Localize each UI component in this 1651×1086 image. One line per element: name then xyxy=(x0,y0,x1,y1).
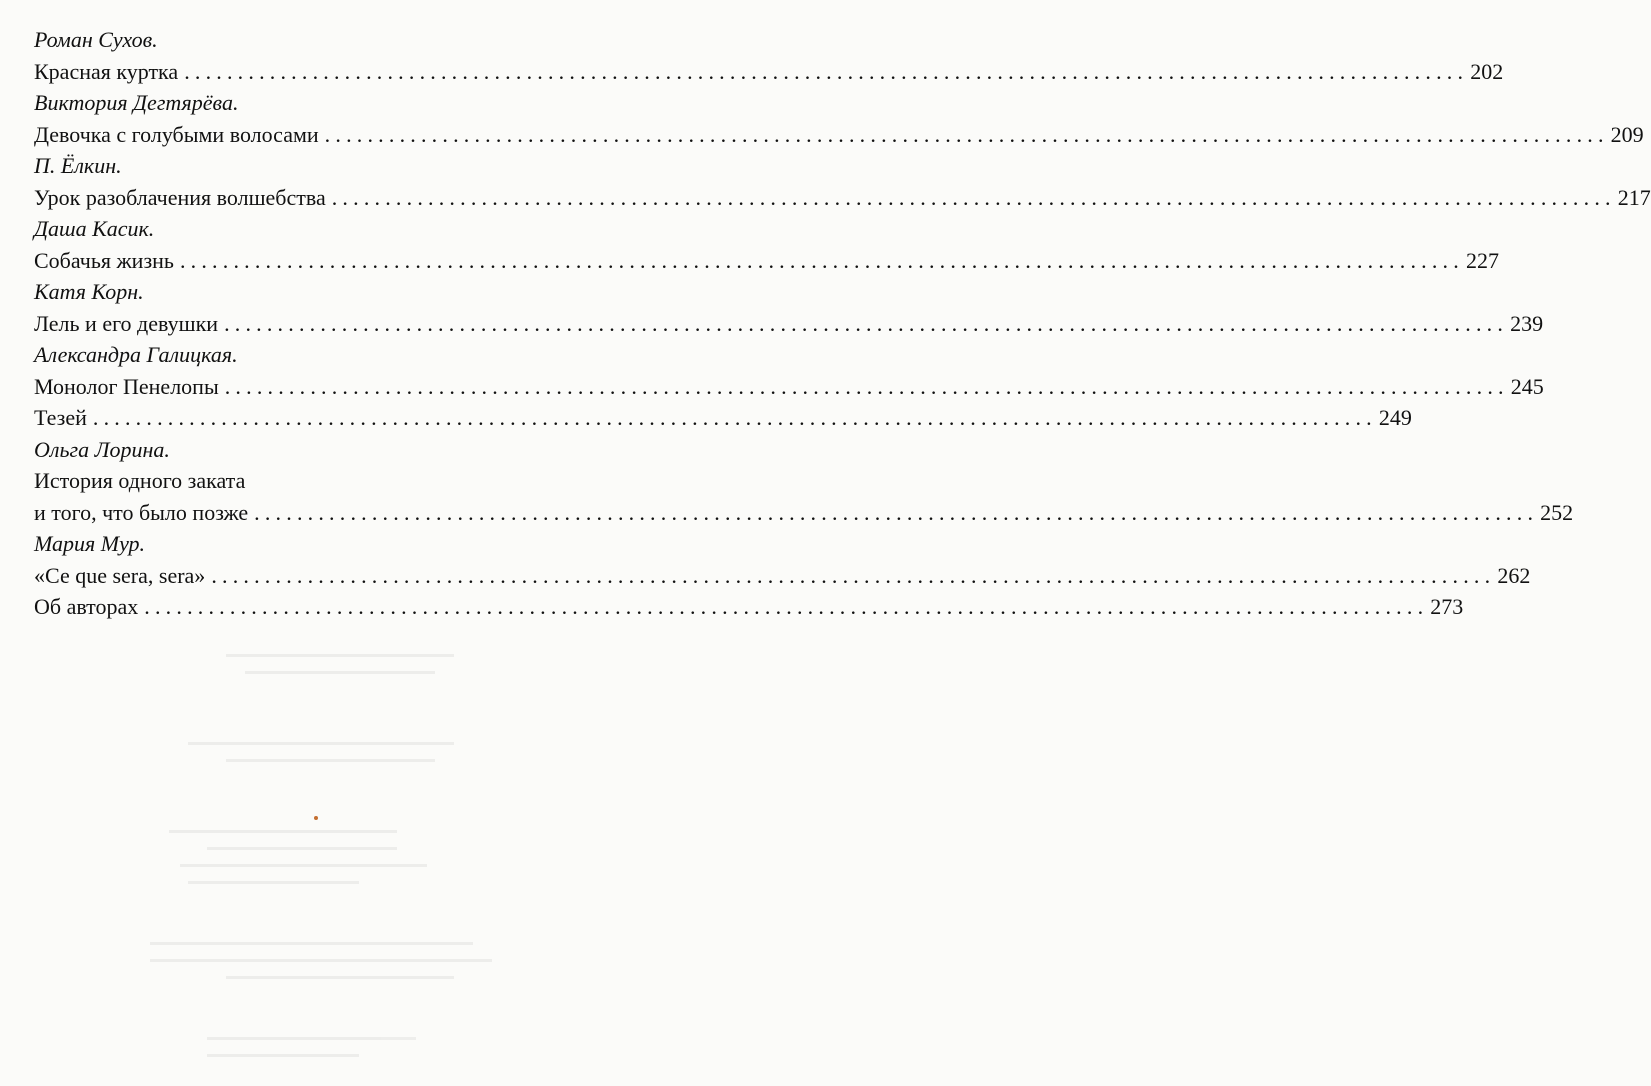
toc-page-number: 273 xyxy=(1430,594,1464,619)
toc-entry xyxy=(34,182,1651,214)
toc-entry-title: «Се que sera, sera» xyxy=(34,562,206,588)
toc-entry-title: Урок разоблачения волшебства xyxy=(34,184,326,210)
toc-entry xyxy=(34,308,1544,340)
dot-leader: ........................................................................................................................ xyxy=(211,562,1496,588)
dot-leader: ........................................................................................................................ xyxy=(324,121,1609,147)
toc-author: Ольга Лорина. xyxy=(34,436,170,462)
toc-title-line: История одного заката xyxy=(34,468,246,493)
toc-page-number: 262 xyxy=(1497,562,1531,588)
toc-author: Даша Касик. xyxy=(34,216,155,241)
toc-entry xyxy=(34,56,1504,88)
toc-author: Роман Сухов. xyxy=(34,27,158,52)
dot-leader: ........................................................................................................................ xyxy=(179,247,1464,273)
toc-page-number: 209 xyxy=(1610,121,1644,147)
toc-page-number: 252 xyxy=(1540,499,1574,525)
toc-entry-title: Собачья жизнь xyxy=(34,247,174,273)
dot-leader: ........................................................................................................................ xyxy=(224,310,1509,336)
table-of-contents xyxy=(34,24,1651,623)
toc-entry-title: Монолог Пенелопы xyxy=(34,373,219,399)
toc-entry-title: Красная куртка xyxy=(34,58,179,84)
toc-entry-title: Лель и его девушки xyxy=(34,310,219,336)
toc-entry-title: Тезей xyxy=(34,405,87,430)
toc-author: Виктория Дегтярёва. xyxy=(34,90,239,115)
dot-leader: ........................................................................................................................ xyxy=(224,373,1509,399)
toc-entry xyxy=(34,245,1499,277)
paper-speck xyxy=(314,816,318,820)
toc-entry xyxy=(34,591,1464,623)
toc-entry-title: и того, что было позже xyxy=(34,499,249,525)
dot-leader: ........................................................................................................................ xyxy=(254,499,1539,525)
dot-leader: ........................................................................................................................ xyxy=(331,184,1616,210)
toc-author: Александра Галицкая. xyxy=(34,342,238,367)
toc-entry xyxy=(34,402,1412,434)
toc-entry xyxy=(34,560,1531,592)
toc-page-number: 249 xyxy=(1378,405,1412,430)
toc-author: Мария Мур. xyxy=(34,531,146,556)
toc-entry-title: Об авторах xyxy=(34,594,139,619)
bleed-through-text xyxy=(150,640,530,1060)
toc-entry xyxy=(34,497,1574,529)
toc-page-number: 245 xyxy=(1510,373,1544,399)
toc-page-number: 217 xyxy=(1617,184,1651,210)
toc-author: П. Ёлкин. xyxy=(34,153,122,178)
toc-page-number: 202 xyxy=(1470,58,1504,84)
toc-entry xyxy=(34,371,1544,403)
toc-page-number: 227 xyxy=(1465,247,1499,273)
toc-author: Катя Корн. xyxy=(34,279,144,304)
toc-entry xyxy=(34,119,1644,151)
toc-entry-title: Девочка с голубыми волосами xyxy=(34,121,319,147)
toc-page-number: 239 xyxy=(1510,310,1544,336)
dot-leader: ........................................................................................................................ xyxy=(92,405,1377,430)
dot-leader: ........................................................................................................................ xyxy=(144,594,1429,619)
dot-leader: ........................................................................................................................ xyxy=(184,58,1469,84)
